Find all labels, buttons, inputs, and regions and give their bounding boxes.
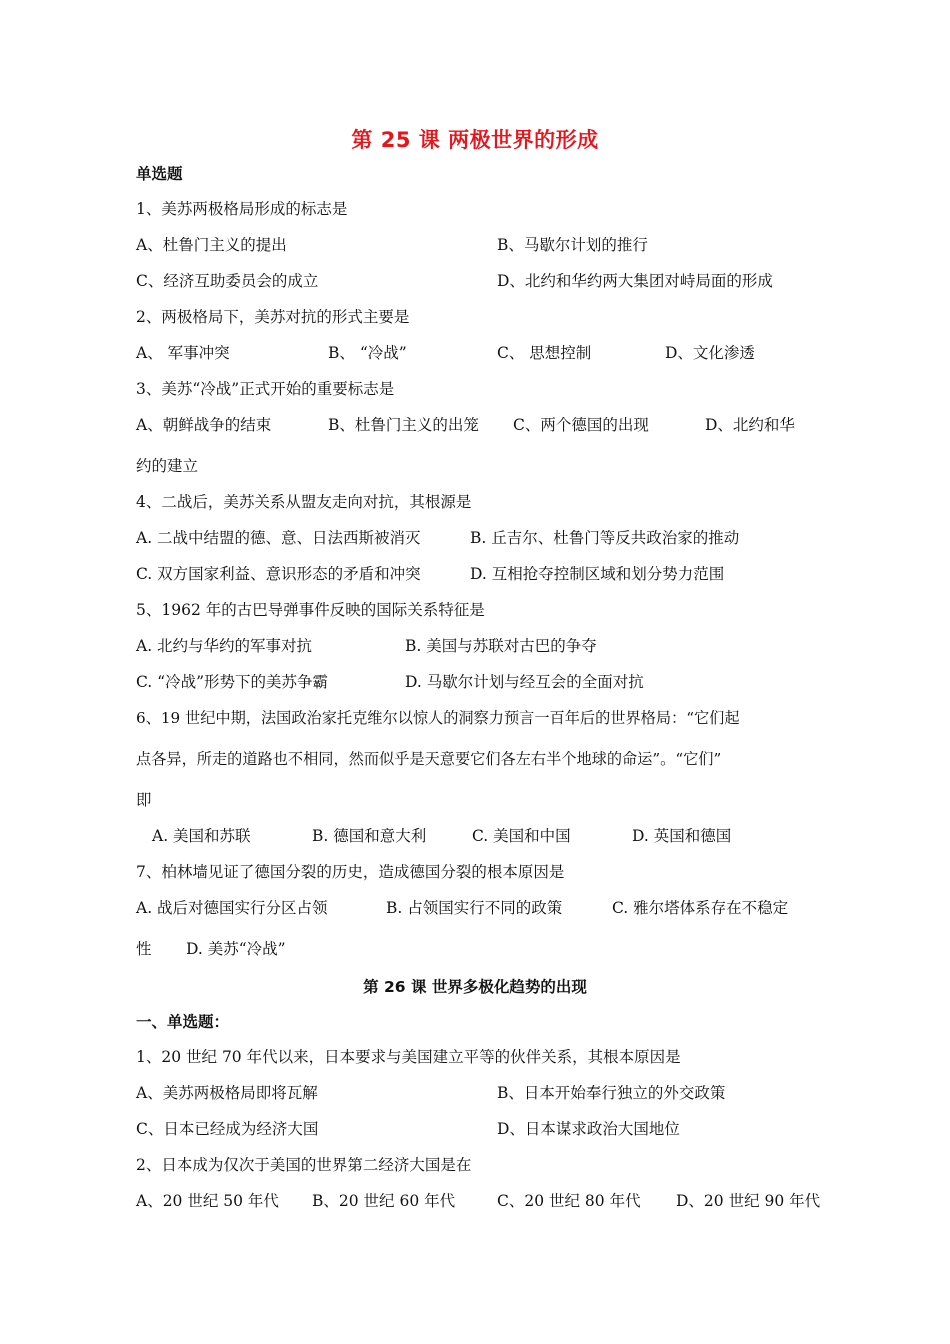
question-2-option-d: D、文化渗透	[665, 344, 755, 362]
question-1-option-a: A、杜鲁门主义的提出	[136, 236, 287, 254]
question-4-option-b: B. 丘吉尔、杜鲁门等反共政治家的推动	[470, 529, 740, 547]
lesson26-question-1-option-a: A、美苏两极格局即将瓦解	[136, 1084, 318, 1102]
question-6-option-d: D. 英国和德国	[632, 827, 732, 845]
question-7-stem: 7、柏林墙见证了德国分裂的历史，造成德国分裂的根本原因是	[136, 863, 565, 881]
lesson26-question-2-option-c: C、20 世纪 80 年代	[497, 1192, 641, 1210]
question-4-option-a: A. 二战中结盟的德、意、日法西斯被消灭	[136, 529, 421, 547]
question-5-option-d: D. 马歇尔计划与经互会的全面对抗	[405, 673, 644, 691]
question-3-stem: 3、美苏“冷战”正式开始的重要标志是	[136, 380, 395, 398]
question-3-option-d-continued: 约的建立	[136, 457, 199, 475]
lesson26-question-2-stem: 2、日本成为仅次于美国的世界第二经济大国是在	[136, 1156, 472, 1174]
question-7-option-b: B. 占领国实行不同的政策	[386, 899, 563, 917]
question-3-option-d: D、北约和华	[705, 416, 795, 434]
question-2-option-c: C、 思想控制	[497, 344, 592, 362]
lesson26-question-2-option-d: D、20 世纪 90 年代	[676, 1192, 821, 1210]
question-6-stem-line-3: 即	[136, 791, 152, 809]
question-1-option-b: B、马歇尔计划的推行	[497, 236, 648, 254]
question-4-option-c: C. 双方国家利益、意识形态的矛盾和冲突	[136, 565, 421, 583]
question-1-stem: 1、美苏两极格局形成的标志是	[136, 200, 348, 218]
lesson26-question-1-option-d: D、日本谋求政治大国地位	[497, 1120, 680, 1138]
question-5-stem: 5、1962 年的古巴导弹事件反映的国际关系特征是	[136, 601, 485, 619]
question-2-option-a: A、 军事冲突	[136, 344, 230, 362]
lesson26-section-heading: 一、单选题：	[136, 1013, 230, 1031]
question-6-option-a: A. 美国和苏联	[152, 827, 251, 845]
question-3-option-b: B、杜鲁门主义的出笼	[328, 416, 479, 434]
question-6-stem-line-1: 6、19 世纪中期，法国政治家托克维尔以惊人的洞察力预言一百年后的世界格局：“它们起	[136, 709, 740, 727]
lesson26-question-2-option-a: A、20 世纪 50 年代	[136, 1192, 279, 1210]
question-7-option-c-continued: 性	[136, 940, 152, 958]
lesson25-title: 第 25 课 两极世界的形成	[351, 128, 599, 152]
question-6-option-c: C. 美国和中国	[472, 827, 571, 845]
question-1-option-c: C、经济互助委员会的成立	[136, 272, 319, 290]
question-6-option-b: B. 德国和意大利	[312, 827, 427, 845]
lesson26-question-2-option-b: B、20 世纪 60 年代	[312, 1192, 456, 1210]
question-3-option-c: C、两个德国的出现	[513, 416, 649, 434]
question-4-stem: 4、二战后，美苏关系从盟友走向对抗，其根源是	[136, 493, 472, 511]
question-7-option-d: D. 美苏“冷战”	[186, 940, 286, 958]
question-4-option-d: D. 互相抢夺控制区域和划分势力范围	[470, 565, 725, 583]
question-1-option-d: D、北约和华约两大集团对峙局面的形成	[497, 272, 773, 290]
question-7-option-c: C. 雅尔塔体系存在不稳定	[612, 899, 789, 917]
lesson26-title: 第 26 课 世界多极化趋势的出现	[363, 978, 587, 996]
question-5-option-c: C. “冷战”形势下的美苏争霸	[136, 673, 329, 691]
question-2-stem: 2、两极格局下，美苏对抗的形式主要是	[136, 308, 410, 326]
lesson25-section-heading: 单选题	[136, 165, 183, 183]
lesson26-question-1-option-b: B、日本开始奉行独立的外交政策	[497, 1084, 726, 1102]
question-3-option-a: A、朝鲜战争的结束	[136, 416, 272, 434]
question-2-option-b: B、 “冷战”	[328, 344, 407, 362]
lesson26-question-1-option-c: C、日本已经成为经济大国	[136, 1120, 319, 1138]
question-7-option-a: A. 战后对德国实行分区占领	[136, 899, 328, 917]
question-5-option-a: A. 北约与华约的军事对抗	[136, 637, 313, 655]
lesson26-question-1-stem: 1、20 世纪 70 年代以来，日本要求与美国建立平等的伙伴关系，其根本原因是	[136, 1048, 681, 1066]
question-6-stem-line-2: 点各异，所走的道路也不相同，然而似乎是天意要它们各左右半个地球的命运”。“它们”	[136, 750, 722, 768]
question-5-option-b: B. 美国与苏联对古巴的争夺	[405, 637, 597, 655]
